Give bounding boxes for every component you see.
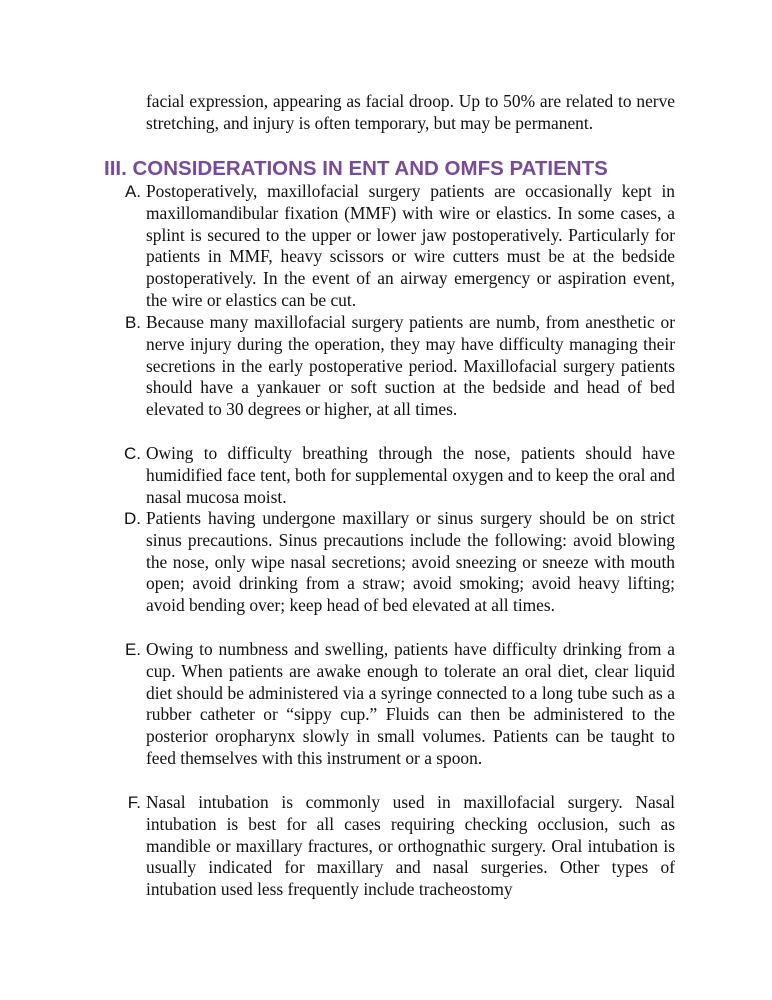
list-item-letter: F. xyxy=(127,793,141,812)
section-heading: III. CONSIDERATIONS IN ENT AND OMFS PATIENTS xyxy=(104,157,608,180)
list-item-text: Because many maxillofacial surgery patients are numb, from anesthetic or nerve injury during the operation, they may have difficulty managing their secretions in the early postoperative period. Maxillofacial surgery patients should have a yankauer or soft suction at the bedside and head of bed elevated to 30 degrees or higher, at all times. xyxy=(146,312,675,420)
list-item-text: Nasal intubation is commonly used in maxillofacial surgery. Nasal intubation is best for all cases requiring checking occlusion, such as mandible or maxillary fractures, or orthognathic surgery. Oral intubation is usually indicated for maxillary and nasal surgeries. Other types of intubation used less frequently include tracheostomy xyxy=(146,792,675,900)
list-item-letter: C. xyxy=(124,444,141,463)
list-item-text: Patients having undergone maxillary or sinus surgery should be on strict sinus precautions. Sinus precautions include the following: avoid blowing the nose, only wipe nasal secretions; avoid sneezing or sneeze with mouth open; avoid drinking from a straw; avoid smoking; avoid heavy lifting; avoid bending over; keep head of bed elevated at all times. xyxy=(146,508,675,616)
list-item-letter: D. xyxy=(124,509,141,528)
list-item-letter: B. xyxy=(124,313,141,332)
list-item-letter: E. xyxy=(124,640,141,659)
list-item-text: Owing to difficulty breathing through the nose, patients should have humidified face tent, both for supplemental oxygen and to keep the oral and nasal mucosa moist. xyxy=(146,443,675,507)
intro-paragraph: facial expression, appearing as facial droop. Up to 50% are related to nerve stretching, and injury is often temporary, but may be permanent. xyxy=(146,91,675,133)
list-item-letter: A. xyxy=(124,182,141,201)
list-item-text: Owing to numbness and swelling, patients have difficulty drinking from a cup. When patients are awake enough to tolerate an oral diet, clear liquid diet should be administered via a syringe connected to a long tube such as a rubber catheter or “sippy cup.” Fluids can then be administered to the posterior oropharynx slowly in small volumes. Patients can be taught to feed themselves with this instrument or a spoon. xyxy=(146,639,675,768)
list-item-text: Postoperatively, maxillofacial surgery patients are occasionally kept in maxillomandibular fixation (MMF) with wire or elastics. In some cases, a splint is secured to the upper or lower jaw postoperatively. Particularly for patients in MMF, heavy scissors or wire cutters must be at the bedside postoperatively. In the event of an airway emergency or aspiration event, the wire or elastics can be cut. xyxy=(146,181,675,310)
